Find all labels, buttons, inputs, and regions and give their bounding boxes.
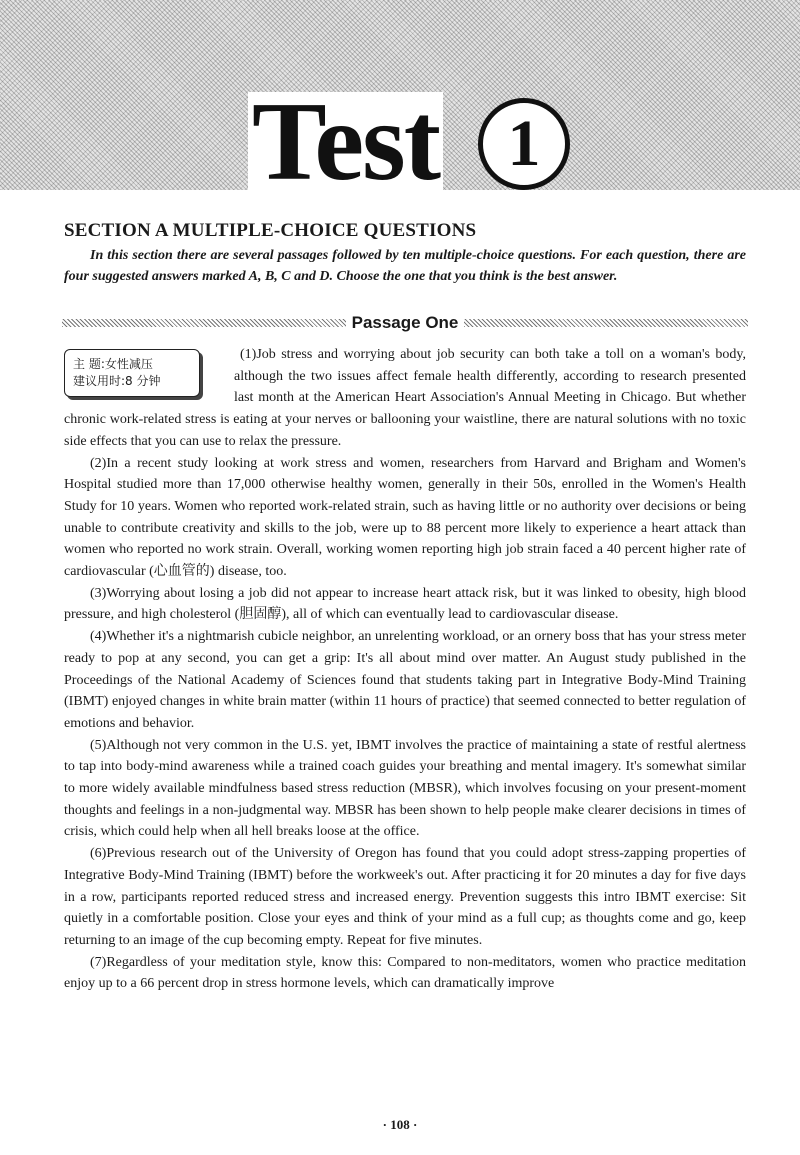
paragraph-3: (3)Worrying about losing a job did not appear to increase heart attack risk, but it was linked to obesity, high blood pressure, and high cholesterol (胆固醇), all of which can eventually lead to cardiovascular disease.: [64, 585, 746, 623]
topic-line: 主 题:女性减压: [73, 357, 153, 371]
hatch-divider-left: [62, 319, 346, 327]
paragraph-6: (6)Previous research out of the University of Oregon has found that you could adopt stress-zapping properties of Integrative Body-Mind Training (IBMT) before the workweek's out. After practicing it for 20 minutes a day for five days in a row, participants reported reduced stress and increased energy. Prevention suggests this intro IBMT exercise: Sit quietly in a comfortable position. Close your eyes and think of your mind as a full cup; as thoughts come and go, keep returning to an image of the cup becoming empty. Repeat for five minutes.: [64, 846, 746, 948]
test-number-circle: 1: [478, 98, 570, 190]
suggested-time-line: 建议用时:8 分钟: [73, 374, 161, 388]
section-title: SECTION A MULTIPLE-CHOICE QUESTIONS: [64, 220, 477, 241]
hatch-divider-right: [464, 319, 748, 327]
paragraph-7: (7)Regardless of your meditation style, know this: Compared to non-meditators, women who practice meditation enjoy up to a 66 percent drop in stress hormone levels, which can dramatically improve: [64, 954, 746, 992]
paragraph-1: (1)Job stress and worrying about job security can both take a toll on a woman's body, although the two issues affect female health differently, according to research presented last month at the American Heart Association's Annual Meeting in Chicago. But whether chronic work-related stress is eating at your nerves or ballooning your waistline, there are natural solutions with no toxic side effects that you can use to relax the pressure.: [64, 347, 746, 449]
passage-body: [64, 344, 746, 995]
paragraph-2: (2)In a recent study looking at work stress and women, researchers from Harvard and Brigham and Women's Hospital studied more than 17,000 otherwise healthy women, generally in their 50s, enrolled in the Women's Health Study for 10 years. Women who reported work-related strain, such as having little or no authority over decisions or being unable to contribute creativity and skills to the job, were up to 88 percent more likely to experience a heart attack than women who reported no work strain. Overall, working women reporting high job strain faced a 40 percent higher rate of cardiovascular (心血管的) disease, too.: [64, 455, 746, 580]
passage-header: [62, 311, 748, 335]
page-number: · 108 ·: [382, 1117, 418, 1132]
test-banner: [0, 0, 800, 204]
test-title: Test: [248, 92, 443, 192]
passage-title: Passage One: [351, 313, 459, 332]
section-instructions: In this section there are several passages followed by ten multiple-choice questions. For each question, there are four suggested answers marked A, B, C and D. Choose the one that you think is the best answer.: [64, 248, 746, 284]
topic-box-spacer: [64, 344, 234, 406]
paragraph-4: (4)Whether it's a nightmarish cubicle neighbor, an unrelenting workload, or an ornery boss that has your stress meter ready to pop at any second, you can get a grip: It's all about mind over matter. An August study published in the Proceedings of the National Academy of Sciences found that students taking part in Integrative Body-Mind Training (IBMT) enjoyed changes in white brain matter (within 11 hours of practice) that seemed connected to better regulation of emotions and behavior.: [64, 629, 746, 731]
paragraph-5: (5)Although not very common in the U.S. yet, IBMT involves the practice of maintaining a state of restful alertness to tap into body-mind awareness while a trained coach guides your breathing and mental imagery. It's somewhat similar to more widely available mindfulness based stress reduction (MBSR), which involves focusing on your present-moment thoughts and feelings in a non-judgmental way. MBSR has been shown to help people make clearer decisions in times of crisis, which could help when all hell breaks loose at the office.: [64, 737, 746, 840]
